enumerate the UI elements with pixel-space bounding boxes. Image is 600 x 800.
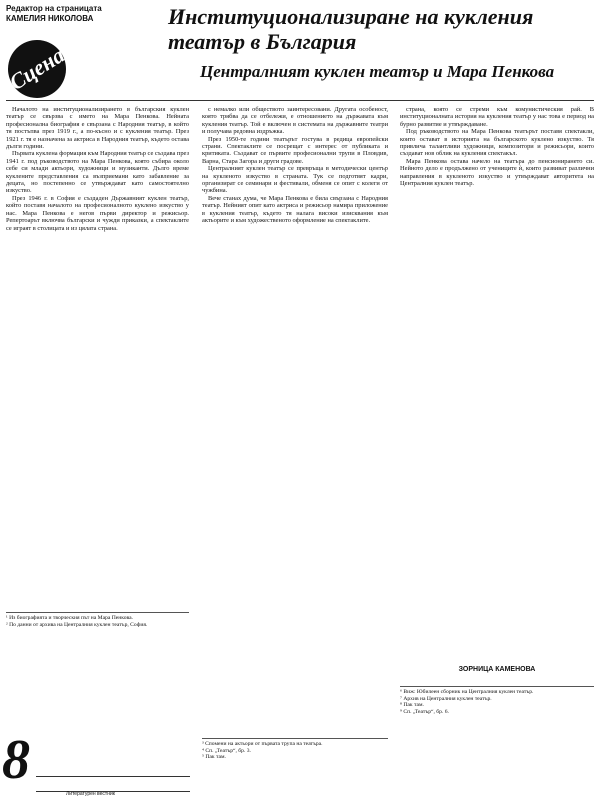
paragraph: Началото на институционализирането в българския куклен театър се свързва с името на Мара Пенкова. Нейната професионална биография е свързана с Народния театър, в който тя постъпва през 1919 г., а по-късно и с кукления театър. През 1921 г. тя е назначена за актриса в Народния театър, където остава дълги години. <box>6 106 189 151</box>
article-author: ЗОРНИЦА КАМЕНОВА <box>458 666 536 673</box>
paragraph: Мара Пенкова остава начело на театъра до пенсионирането си. Нейното дело е продължено от учениците ѝ, които развиват различни направления в кукленото изкуство и утвърждават авторитета на Централния куклен театър. <box>400 157 594 188</box>
paragraph: страна, която се стреми към комунистическия рай. В институционалната история на кукления театър у нас това е период на бурно развитие и утвърждаване. <box>400 106 594 128</box>
footnote: ² По данни от архива на Централния куклен театър, София. <box>6 621 148 628</box>
paragraph: Първата кукленa формация към Народния театър се създава през 1941 г. под ръководството на Мара Пенкова, която събира около себе си млади актьори, художници и музиканти. Дълго време куклените представления са възприемани като забавление за децата, но постепенно се утвърждават като самостоятелно изкуство. <box>6 150 189 195</box>
article-column-2 <box>202 106 388 734</box>
footnote: ³ Спомени на актьори от първата трупа на театъра. <box>202 741 323 747</box>
section-label: Сцена <box>4 42 69 96</box>
footnote: ⁵ Пак там. <box>202 754 226 761</box>
paragraph: Централният куклен театър се превръща в методически център на кукленото изкуство в страната. Тук се подготвят кадри, организират се семинари и фестивали, обменя се опит с колеги от чужбина. <box>202 165 388 195</box>
footnotes-column-2 <box>202 738 388 761</box>
section-stamp <box>0 29 77 109</box>
footer-bar <box>36 776 190 792</box>
footnotes-column-3 <box>400 686 594 715</box>
paragraph: с немалко или обществото заинтересовани. Другата особеност, която трябва да се отбележи, е отношението на държавата към кукления театър. Той е включен в системата на държавните театри и получава редовна издръжка. <box>202 106 388 136</box>
footnotes-column-1 <box>6 612 189 628</box>
editor-role: Редактор на страницата <box>6 4 102 13</box>
footnote: ⁴ Сп. „Театър“, бр. 3. <box>202 747 251 754</box>
article-column-3 <box>400 106 594 634</box>
page-number: 8 <box>2 729 30 791</box>
article-column-1 <box>6 106 189 606</box>
footnote: ¹ Из биографията и творческия път на Мара Пенкова. <box>6 615 133 621</box>
editor-name: КАМЕЛИЯ НИКОЛОВА <box>6 14 94 23</box>
paragraph: През 1950-те години театърът гостува в редица европейски страни. Спектаклите се посрещат с интерес от публиката и критиката. Създават се първите професионални трупи в Пловдив, Варна, Стара Загора и други градове. <box>202 135 388 165</box>
paragraph: Вече станах дума, че Мара Пенкова е била свързана с Народния театър. Нейният опит като актриса и режисьор намира приложение в кукления театър, където тя налага високи изисквания към актьорите и към художественото оформление на спектаклите. <box>202 194 388 225</box>
article-subtitle: Централният куклен театър и Мара Пенкова <box>200 62 555 81</box>
footnote: ⁹ Сп. „Театър“, бр. 6. <box>400 708 449 715</box>
footer-text: Литературен вестник <box>66 791 115 797</box>
page-editor <box>6 4 102 24</box>
paragraph: Под ръководството на Мара Пенкова театърът поставя спектакли, които остават в историята на българското куклено изкуство. Тя привлича талантливи художници, композитори и режисьори, които създават нов облик на кукления спектакъл. <box>400 128 594 158</box>
footnote: ⁸ Пак там. <box>400 702 424 709</box>
header-divider <box>6 100 594 101</box>
paragraph: През 1946 г. в София е създаден Държавният куклен театър, който поставя началото на професионалното куклено изкуство у нас. Мара Пенкова е негов първи директор и режисьор. Репертоарът включва български и чужди приказки, а спектаклите се играят в столицата и из цялата страна. <box>6 194 189 232</box>
footnote: ⁶ Виж: Юбилеен сборник на Централния куклен театър. <box>400 689 534 695</box>
article-title: Институционализиране на кукления театър в България <box>168 4 534 54</box>
footnote: ⁷ Архив на Централния куклен театър. <box>400 695 492 702</box>
